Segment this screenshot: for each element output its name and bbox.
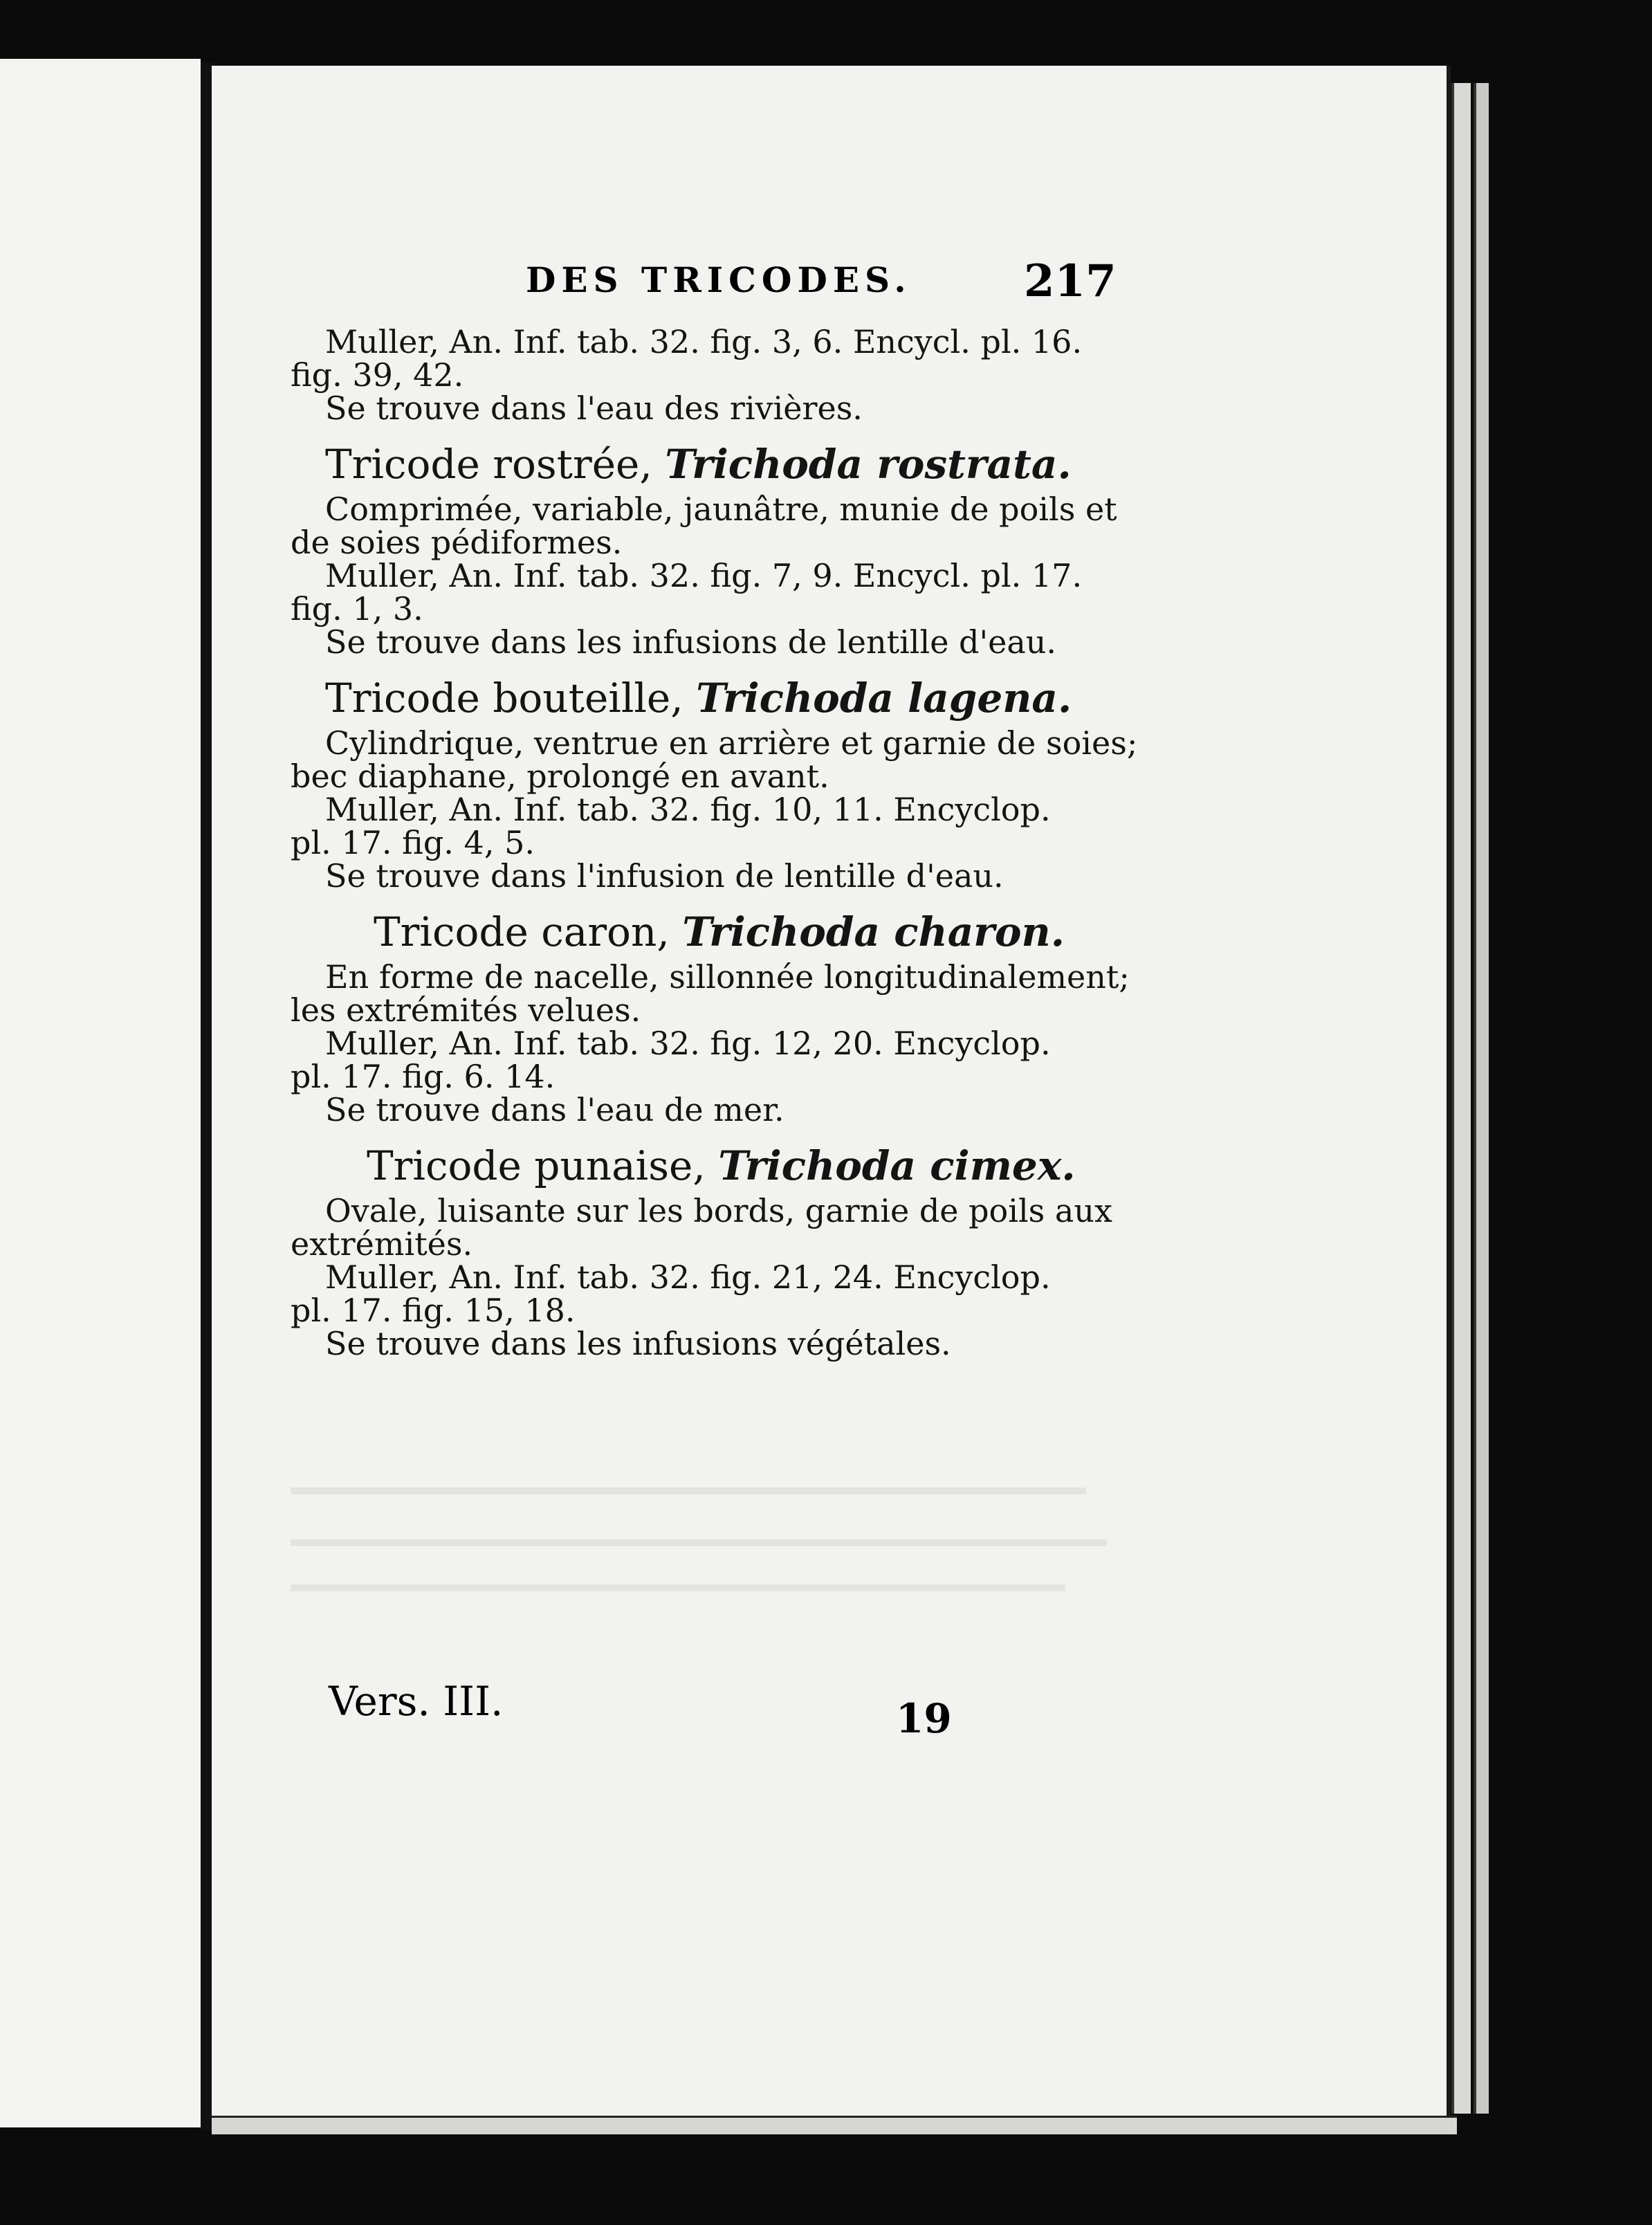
text-line: Comprimée, variable, jaunâtre, munie de poils et [325,491,1117,528]
heading-latin: Trichoda rostrata. [665,441,1072,488]
running-header [526,255,1117,308]
heading-french: Tricode rostrée [325,441,640,488]
heading-latin: Trichoda cimex. [718,1142,1076,1189]
text-line: de soies pédiformes. [291,524,623,561]
text-line: Muller, An. Inf. tab. 32. fig. 10, 11. Encyclop. [325,791,1051,828]
text-line: Se trouve dans l'eau de mer. [325,1091,784,1128]
heading-french: Tricode bouteille [325,675,671,722]
text-line: extrémités. [291,1225,473,1263]
sheet-number: 19 [896,1695,952,1742]
bleed-through [291,1487,1086,1494]
entry-heading: Tricode rostrée, Trichoda rostrata. [325,441,1072,488]
text-line: Se trouve dans les infusions de lentille d'eau. [325,623,1057,661]
text-line: Muller, An. Inf. tab. 32. fig. 7, 9. Encycl. pl. 17. [325,557,1083,594]
bleed-through [291,1539,1107,1546]
page-number: 217 [1024,255,1117,307]
page-edge [1451,83,1471,2114]
text-line: Se trouve dans les infusions végétales. [325,1325,951,1362]
heading-latin: Trichoda charon. [682,908,1065,955]
text-line: En forme de nacelle, sillonnée longitudinalement; [325,958,1130,996]
book-gutter [201,62,212,2131]
text-line: pl. 17. fig. 6. 14. [291,1058,556,1095]
page-body [291,323,1138,1362]
text-line: Muller, An. Inf. tab. 32. fig. 21, 24. Encyclop. [325,1258,1051,1296]
text-line: fig. 39, 42. [291,356,464,394]
page-edge [1474,83,1489,2114]
text-line: pl. 17. fig. 4, 5. [291,824,535,861]
heading-french: Tricode caron [374,908,657,955]
text-line: Cylindrique, ventrue en arrière et garnie de soies; [325,724,1138,762]
signature-mark: Vers. III. [329,1678,504,1725]
page-edge-bottom [212,2116,1457,2134]
heading-latin: Trichoda lagena. [696,675,1072,722]
text-line: Se trouve dans l'eau des rivières. [325,390,863,427]
text-line: pl. 17. fig. 15, 18. [291,1292,576,1329]
left-page-fragment [0,59,201,2127]
text-line: Se trouve dans l'infusion de lentille d'eau. [325,857,1004,895]
entry-heading: Tricode punaise, Trichoda cimex. [367,1142,1076,1189]
entry-heading: Tricode bouteille, Trichoda lagena. [325,675,1072,722]
running-title: DES TRICODES. [526,259,912,300]
text-line: fig. 1, 3. [291,590,423,628]
bleed-through [291,1584,1065,1591]
heading-french: Tricode punaise [367,1142,693,1189]
entry-heading: Tricode caron, Trichoda charon. [374,908,1065,955]
text-line: les extrémités velues. [291,991,641,1029]
text-line: Muller, An. Inf. tab. 32. fig. 12, 20. Encyclop. [325,1025,1051,1062]
text-line: Muller, An. Inf. tab. 32. fig. 3, 6. Encycl. pl. 16. [325,323,1083,360]
text-line: bec diaphane, prolongé en avant. [291,758,829,795]
text-line: Ovale, luisante sur les bords, garnie de poils aux [325,1192,1112,1229]
